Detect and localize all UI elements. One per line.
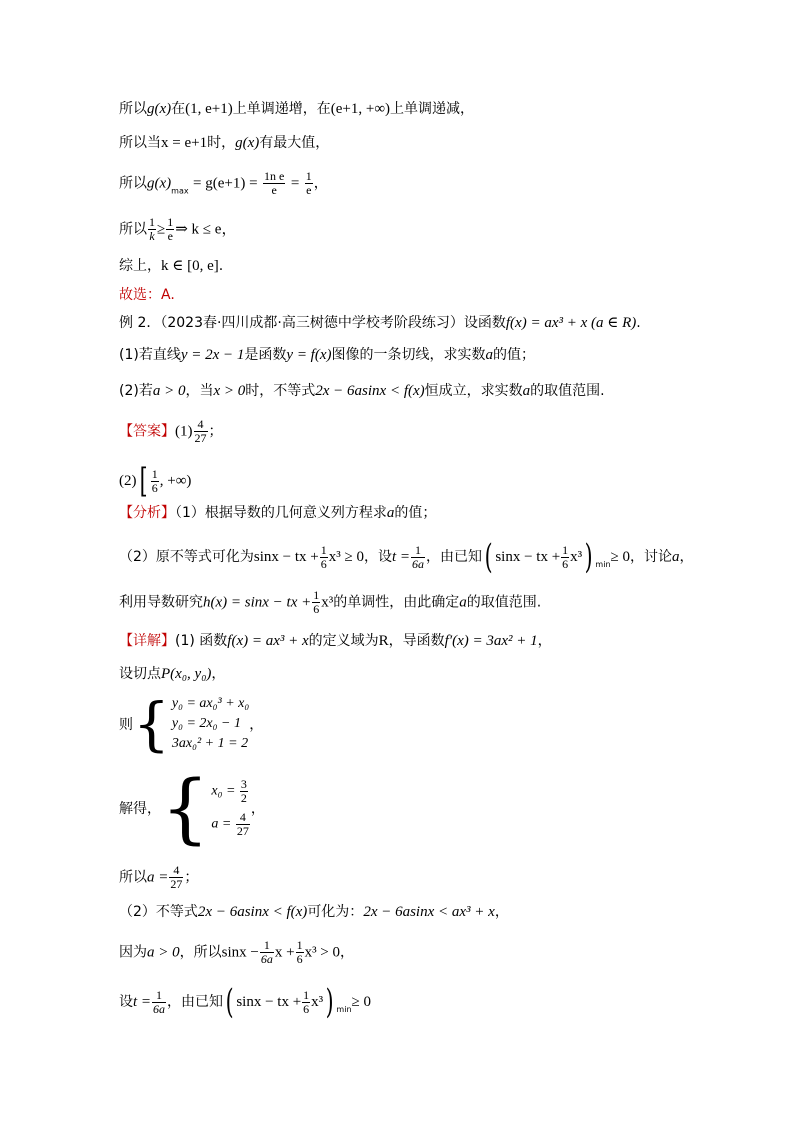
math: x³ [321, 594, 334, 611]
subscript: min [595, 560, 611, 569]
math: (e+1, +∞) [330, 101, 391, 117]
denominator: 27 [194, 431, 207, 445]
text: 所以 [119, 869, 147, 886]
text: ， [494, 904, 509, 920]
math: a > 0 [147, 944, 180, 961]
analysis-tag: 【分析】 [119, 505, 175, 521]
denominator: 27 [170, 877, 183, 891]
numerator: 1 [320, 542, 327, 557]
text: ， [340, 944, 355, 961]
text: 恒成立，求实数 [424, 383, 523, 399]
fraction [305, 170, 313, 197]
denominator: 6 [151, 480, 158, 495]
denominator: e [167, 229, 173, 243]
denominator: 6 [313, 602, 320, 616]
numerator: 1 [296, 938, 303, 952]
math: sinx − tx + [253, 549, 319, 565]
equation: y₀ = ax₀³ + x₀ [171, 696, 250, 711]
denominator: 6 [296, 952, 303, 966]
text: ， [211, 666, 226, 682]
math: x³ [311, 994, 324, 1010]
math: , +∞) [159, 473, 192, 489]
numerator: 1 [151, 466, 158, 481]
math: f(x) = ax³ + x [227, 633, 309, 649]
math: a = [147, 869, 169, 886]
paren: ) [584, 537, 593, 577]
text: 有最大值， [259, 135, 330, 151]
numerator: 3 [240, 777, 247, 791]
text: 解得， [119, 801, 161, 817]
text: ，当 [185, 383, 214, 399]
line-14 [119, 589, 541, 616]
math: y = f(x) [286, 347, 332, 363]
math: g(x) [147, 175, 172, 192]
line-19 [119, 939, 354, 966]
math: x > 0 [213, 383, 246, 399]
equation [211, 778, 250, 805]
text: 图像的一条切线，求实数 [331, 347, 486, 363]
math: ≥ 0 [351, 994, 371, 1010]
denominator: 2 [240, 791, 247, 805]
line-5 [119, 256, 223, 276]
text: 所以 [119, 101, 147, 117]
line-13 [119, 537, 694, 577]
math: x³ [570, 549, 583, 565]
math: a [485, 347, 494, 363]
subscript: max [171, 186, 189, 196]
text: 的取值范围. [466, 594, 542, 611]
math: x + [274, 944, 295, 961]
math: x₀ = [211, 783, 236, 799]
text: 在 [171, 101, 186, 117]
text: 例 2．（2023春·四川成都·高三树德中学校考阶段练习）设函数 [119, 315, 506, 331]
fraction [296, 939, 304, 966]
fraction [240, 778, 248, 805]
answer-tag: 【答案】 [119, 423, 175, 440]
denominator: 6 [303, 1001, 310, 1016]
text: 是函数 [244, 347, 287, 363]
numerator: 1 [303, 987, 310, 1002]
math: a [672, 549, 680, 565]
math: t = [392, 549, 411, 565]
math: ≥ 0 [610, 549, 630, 565]
paren: ) [325, 982, 334, 1022]
text: 综上， [119, 258, 161, 274]
text: 时， [207, 135, 236, 151]
numerator: 1 [411, 544, 425, 558]
numerator: 1 [305, 169, 312, 183]
text: ； [208, 423, 223, 440]
text: 设 [119, 994, 133, 1010]
math: k ∈ [0, e] [161, 258, 219, 274]
math: h(x) = sinx − tx + [203, 594, 312, 611]
denominator: 27 [236, 824, 249, 838]
fraction [166, 216, 174, 243]
text: ， [537, 633, 552, 649]
math: x = e+1 [161, 135, 208, 151]
text: (1) 函数 [175, 633, 228, 649]
denominator: 6a [260, 952, 273, 966]
line-15 [119, 631, 552, 651]
math: = [290, 175, 300, 192]
line-4 [119, 216, 236, 243]
text: 则 [119, 717, 133, 733]
math: g(x) [147, 101, 172, 117]
text: 可化为： [307, 904, 364, 920]
text: ， [250, 801, 265, 817]
math: 2x − 6asinx < f(x) [315, 383, 425, 399]
equation [211, 811, 250, 838]
text: ， [249, 717, 264, 733]
fraction [561, 544, 569, 571]
text: 上单调递减， [390, 101, 475, 117]
text: 故选：A. [119, 287, 175, 303]
math: a [459, 594, 467, 611]
math: ⇒ k ≤ e， [175, 221, 237, 238]
math: (1) [175, 423, 193, 440]
text: . [218, 258, 224, 274]
text: 的值； [394, 505, 437, 521]
denominator: 6a [153, 1001, 166, 1016]
line-16 [119, 664, 225, 684]
numerator: 1 [260, 939, 274, 953]
line-8 [119, 345, 535, 365]
line-18 [119, 902, 509, 922]
math: f(x) = ax³ + x (a ∈ R) [505, 315, 637, 331]
math: x³ ≥ 0 [328, 549, 364, 565]
numerator: 1 [562, 542, 569, 557]
text: 上单调递增，在 [232, 101, 331, 117]
math: f′(x) = 3ax² + 1 [444, 633, 538, 649]
text: ， [679, 549, 694, 565]
text: （2）原不等式可化为 [119, 549, 254, 565]
fraction [151, 468, 159, 495]
numerator: 4 [194, 418, 208, 432]
math: x³ > 0 [304, 944, 341, 961]
denominator: 6a [412, 556, 425, 571]
fraction [411, 544, 425, 571]
text: ，由已知 [426, 549, 483, 565]
math: t = [133, 994, 152, 1010]
text: . [636, 315, 641, 331]
line-11 [119, 461, 192, 501]
equation-system-1 [119, 690, 264, 758]
system-rows [211, 778, 250, 838]
numerator: 1n e [264, 169, 285, 183]
denominator: e [271, 183, 277, 197]
line-9 [119, 381, 605, 401]
math: P(x₀, y₀) [161, 666, 212, 682]
brace: { [161, 763, 210, 852]
fraction [152, 989, 166, 1016]
line-2 [119, 133, 329, 153]
text: (2)若 [119, 383, 153, 399]
fraction [260, 939, 274, 966]
line-1 [119, 99, 474, 119]
detail-tag: 【详解】 [119, 633, 175, 649]
denominator: 6 [320, 556, 327, 571]
math: (2) [119, 473, 137, 489]
fraction [148, 216, 156, 243]
brace: { [133, 690, 170, 758]
line-7 [119, 313, 641, 333]
math: y = 2x − 1 [180, 347, 245, 363]
text: 设切点 [119, 666, 161, 682]
line-3 [119, 170, 328, 202]
math: a = [211, 816, 232, 832]
text: (1)若直线 [119, 347, 181, 363]
text: ，由已知 [167, 994, 224, 1010]
text: 的取值范围. [530, 383, 605, 399]
text: （2）不等式 [119, 904, 198, 920]
text: 所以当 [119, 135, 161, 151]
math: a > 0 [152, 383, 186, 399]
line-12 [119, 503, 436, 523]
text: 利用导数研究 [119, 594, 203, 611]
numerator: 1 [152, 989, 166, 1003]
denominator: e [306, 183, 312, 197]
math: sinx − tx + [495, 549, 561, 565]
numerator: 1 [149, 215, 155, 229]
text: ，导函数 [388, 633, 445, 649]
fraction [263, 170, 285, 197]
text: 因为 [119, 944, 147, 961]
numerator: 4 [169, 864, 183, 878]
equation: 3ax₀² + 1 = 2 [171, 736, 249, 751]
text: ； [184, 869, 199, 886]
text: 所以 [119, 221, 147, 238]
text: ，所以 [179, 944, 222, 961]
text: ，设 [364, 549, 392, 565]
text: 所以 [119, 175, 147, 192]
math: a [522, 383, 531, 399]
fraction [302, 989, 310, 1016]
fraction [320, 544, 328, 571]
fraction [312, 589, 320, 616]
fraction [236, 811, 250, 838]
math: 2x − 6asinx < ax³ + x [363, 904, 495, 920]
math: 2x − 6asinx < f(x) [197, 904, 308, 920]
line-20 [119, 982, 371, 1022]
fraction [169, 864, 183, 891]
equation: y₀ = 2x₀ − 1 [171, 716, 241, 731]
math: = g(e+1) = [193, 175, 258, 192]
text: ， [313, 175, 328, 192]
numerator: 4 [236, 811, 250, 825]
denominator: k [149, 229, 155, 243]
text: ，讨论 [630, 549, 672, 565]
line-17 [119, 864, 198, 891]
text: 的值； [493, 347, 536, 363]
paren: ( [225, 982, 234, 1022]
text: 的定义域为 [308, 633, 379, 649]
math: sinx − [221, 944, 259, 961]
equation-system-2 [119, 763, 265, 852]
system-rows [172, 694, 249, 754]
line-6 [119, 285, 175, 305]
bracket: [ [139, 461, 148, 501]
paren: ( [484, 537, 493, 577]
line-10 [119, 418, 223, 445]
denominator: 6 [562, 556, 569, 571]
math: R [378, 633, 389, 649]
math: g(x) [235, 135, 260, 151]
math: sinx − tx + [236, 994, 302, 1010]
math: ≥ [157, 221, 166, 238]
text: 的单调性，由此确定 [333, 594, 460, 611]
math: a [386, 505, 395, 521]
text: （1）根据导数的几何意义列方程求 [175, 505, 387, 521]
text: 时，不等式 [245, 383, 316, 399]
numerator: 1 [167, 215, 174, 229]
numerator: 1 [313, 588, 320, 602]
math: (1, e+1) [185, 101, 233, 117]
subscript: min [336, 1005, 352, 1014]
fraction [194, 418, 208, 445]
